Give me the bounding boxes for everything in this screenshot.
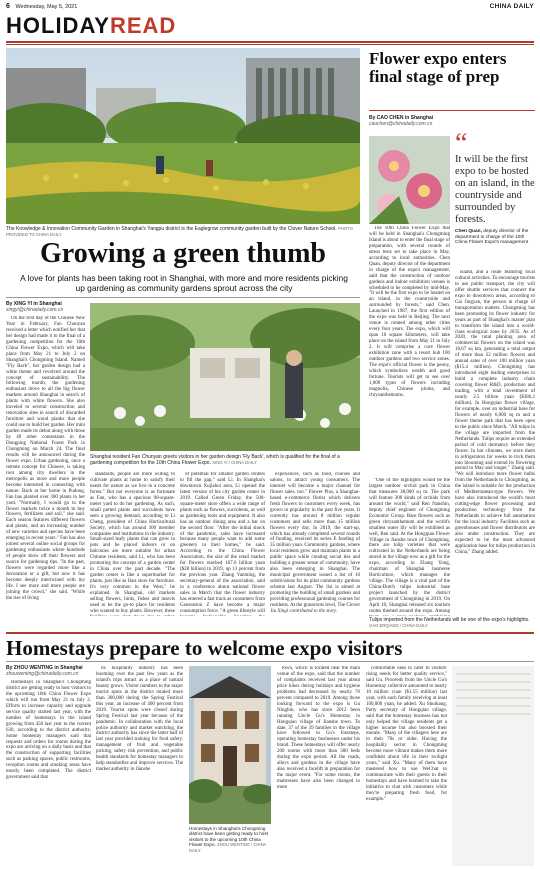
homestay-photo [189,666,271,824]
garden-deck: A love for plants has been taking root in Shanghai, with more and more residents picking up gardening as community gardens sprout across the city [20,273,348,293]
homestay-col-2: its hospitality industry has been booming over the past few years as the island's trips attract as a place of natural beauty grows. Visitor numbers to the major tourist spots in the district totaled more than 300,000 during the Spring Festival this year, an increase of 400 percent from 2019. Tourist spots were closed during Spring Festival last year because of the pandemic. In collaboration with the local police authority and market watchdog, the district authority has since the latter half of last year provided training for food safety, management of fruit and vegetable picking, safety risk prevention, and public health standards for homestay managers to help standardize and improve services. The market authority in Jianshe [96,666,183,773]
homestay-col-4: comfortable ones to cater to visitors' rising needs for better quality service," said Gu. Proceeds from the Uncle Gu's Homestay collective amounted to nearly 10 million yuan ($1.55 million) last year, with each family receiving at least 100,000 yuan, he added. Xu Shuikang, Party secretary of Hongqiao village, said that the homestay business has not only helped the village residents get a higher income but also boosted their morale. "Many of the villagers here are in their 70s or older. Having the hospitality sector in Chongming become more vibrant makes them more confident about life in their twilight years," said Xu. "Many of them have mastered how to use WeChat to communicate with their guests in their homestays and have learned to take the initiative to chat with customers while they're preparing fresh food, for example." [366,666,447,802]
section-prefix: HOLIDAY [6,13,110,38]
issue-date: Wednesday, May 5, 2021 [15,4,78,10]
expo-email: caochen@chinadaily.com.cn [369,121,433,127]
header-rule-thin [6,44,534,45]
homestay-headline: Homestays prepare to welcome expo visitors [6,636,403,660]
garden-rule [6,297,360,298]
top-bar [6,3,534,13]
header-rule [6,41,534,43]
fan-photo-caption: Shanghai resident Fan Chunyan greets visitors in her garden design 'Fly Back', which is qualified for the final of a gardening competition for the 10th China Flower Expo. XING YI / CHINA DAILY [90,454,340,466]
pull-quote [455,128,535,246]
quote-mark-icon: “ [455,128,468,159]
homestay-aside-graphic [452,666,534,866]
garden-col-4: experiences, such as food, courses and salons, to attract young consumers. The internet will become a major channel for flower sales, too." Flower Plus, a Shanghai-based e-commerce florist which delivers fresh flowers to customers every week, has grown in popularity in the past five years. It currently has around 8 million regular customers and sells more than 15 million flowers every day. In 2019, the start-up, which has already completed several rounds of funding, received its series E funding of 35 million yuan. Community gardens, where local residents grow and maintain plants in a public space while creating social ties and building a greater sense of community, have also been emerging in Shanghai. The municipal government issued a list of 16 subdivisions for its pilot community gardens scheme last August. The list is aimed at promoting the building of small gardens and providing professional gardening courses for residents. At the grassroots level, The Clover [270,472,360,608]
expo-headline: Flower expo enters final stage of prep [369,49,507,86]
garden-col-3: of potential for smaller garden centers to fill the gap," said Li. In Shanghai's downtown Xujiahui area, Li opened the latest version of his city garden center in 2019. Called Green Friday, the 500-square-meter store offers a wide range of plants such as flowers, succulents, as well as gardening tools and equipment. It also has an outdoor dining area and a bar on the second floor. "After the initial shock of the pandemic, sales have increased because many people want to add some greenery to their homes," he said. According to the China Flower Association, the size of the retail market for flowers reached 167.6 billion yuan ($28 billion) in 2019, up 13 percent from the previous year. Zhang Yanming, the secretary-general of the association, said in a conference about national flower sales in March that the flower industry has entered a fast track as consumers from Generation Z have become a major consumption force. "A green lifestyle will [180,472,265,614]
homestay-byline: By ZHOU WENTING in Shanghai zhouwenting@chinadaily.com.cn [6,665,83,677]
expo-col-2: "One of the highlights would be the largest outdoor orchid park in China that measures 38,000 sq m. The park will feature 300 kinds of orchids from around the world," said Ren Nanshin, deputy chief engineer of Chongming Economic Group. Rare flowers such as green chrysanthemum and the world's smallest water lily will be exhibited as well, Ren said. At the Hongqiao Flower Village in Jianshe town of Chongming, there are tulip varieties that were cultivated in the Netherlands are being stored in the village now as a gift for the expo, according to Zhang Yong, chairman of Shanghai Jasmeree Horticulture, which manages the village. The village is a vital part of the China-Dutch tulips industrial base project launched by the district government of Chongming in 2019. On April 10, Shanghai released six tourism routes themed around the expo. Among [369,478,450,614]
homestay-col-3: town, which is located near the main venue of the expo, said that the number of complaints received last year about price hikes during holidays and hygiene problems had decreased by nearly 70 percent compared to 2019. Among those looking forward to the expo is Gu Ningbin, who has since 2012 been running Uncle Gu's Homestay in Hongqiao village of Jianshe town. To date, 37 of the 39 families in the village have followed in Gu's footsteps, operating homestay businesses under his brand. These homestays will offer nearly 200 rooms with more than 300 beds during the expo period. All the roads, alleys and gardens in the village have also received a facelift in preparation for the major event. "For some rooms, the mattresses have also been changed to more [277,666,360,791]
pull-quote-name: Chen Quan, [455,229,482,234]
paper-logo: CHINA DAILY [489,3,534,10]
page-number: 6 [6,3,10,10]
expo-col-3: island, and a route featuring local cultural activities. To encourage tourists to use public transport, the city will offer shuttle services that connect the expo to downtown areas, according to Cai Jingyan, the person in charge of transportation matters. Chongming has been promoting its flower industry for years as part of Shanghai's master plan to transform the island into a world-class ecological zone by 2035. As of 2020, the total planting area of commercial flowers on the island was 18,67 sq km, generating a total output of more than 22 million flowers and annual sales of over 100 million yuan ($15.4 million). Chongming has introduced eight leading enterprises to build a complete industry chain covering flower R&D, production and trading, with a total investment of nearly 2.5 billion yuan ($386.2 million). In Hongqiao flower village, for example, over an industrial base for flowers of nearly 6,000 sq m and a flower theme park that has been open to the public since March. "All tulips in the village are imported from the Netherlands. Tulips require an extended period of cold dormancy before they flower. In hot climates, we store them in refrigerators for weeks to trick them into blooming and extend its flowering period to May and longer," Zhang said. "We will introduce more flower bulbs from the Netherlands to Chongming, as the island is suitable for the production of Mediterranean-type flowers. We have also introduced the world's most cutting-edge flower processing and production technology from the Netherlands to achieve full automation for the local industry. Facilities such as greenhouses and flower distributors are also under construction. They are expected to be the most advanced application base for tulips production in China," Zhang added. [455,270,535,555]
tulip-photo-caption: Tulips imported from the Netherlands will be one of the expo's highlights. GAO ERQIANG / CHINA DAILY [369,617,530,628]
homestay-col-1: Homestays in Shanghai's Chongming district are getting ready to host visitors to the upcoming 10th China Flower Expo which will run from May 21 to July 2. Efforts to increase capacity and upgrade service quality started last year, with the number of homestays in the island growing from 450 last year to the current 630, according to the district authority. Some homestay managers said that requests and orders for rooms during the expo are arriving on a daily basis and that the construction of supporting facilities such as parking spaces, public restrooms, reception rooms and smoking areas have mostly been completed. The district government said that [6,680,91,781]
pull-quote-attribution [455,229,535,246]
homestay-rule [6,632,534,634]
pull-quote-text: It will be the first expo to be hosted on an island, in the countryside and surrounded by forests. [455,154,535,225]
fan-garden-photo [90,303,360,451]
homestay-email: zhouwenting@chinadaily.com.cn [6,671,79,677]
garden-headline: Growing a green thumb [40,238,326,269]
garden-email: xingyi@chinadaily.com.cn [6,307,64,313]
homestay-photo-caption: Homestays in Shanghai's Chongming district have been getting ready to host visitors to the upcoming 10th China Flower Expo. ZHOU WENTING / CHINA DAILY [189,826,268,853]
section-suffix: READ [109,13,177,38]
homestay-photo-credit: ZHOU WENTING / CHINA DAILY [189,842,267,853]
garden-col-2: standards, people are more willing to cultivate plants at home to satisfy their needs for nature as we live in a concrete forest." But not everyone is as fortunate as Fan, who has a spacious 90-square-meter yard to do her gardening. As such, small potted plants and succulents have seen a growing demand, according to Li Cheng, president of China Horticultural Society, which has around 300 member companies and institutions in the industry. Small-sized leafy plants that can grow in pots and be placed indoors or on balconies are more suitable for urban Chinese residents, said Li, who has been promoting the concept of a garden center in China over the past decade. "The garden center is like a supermarket for plants, just like as Ikea store for furniture. It's very common in the West," he explained. In Shanghai, old markets selling flowers, birds, fishes and insects used to be the go-to place for residents who wanted to buy plants. However, these [90,472,175,614]
top-photo-caption: The Knowledge & Innovation Community Garden in Shanghai's Yangpu district is the Eaglegrow community garden built by the Clover Nature School. PHOTO PROVIDED TO CHINA DAILY [6,226,353,237]
section-title [6,13,176,39]
pull-quote-role: deputy director of the department in charge of the 10th China Flower Expo's management [455,229,529,246]
expo-col-1: The 10th China Flower Expo that will be held in Shanghai's Chongming Island is about to enter the final stage of preparation, with several rounds of stress tests set to take place in May, according to local authorities. Chen Quan, deputy director of the department in charge of the expo's management, said that the construction of outdoor gardens and indoor exhibition venues is scheduled to be completed by mid-May. "It will be the first expo to be hosted on an island, in the countryside and surrounded by forests," said Chen. Launched in 1987, the first edition of the expo was held in Beijing. The next venue is rotated among other cities every four years. The expo, which will span 10 square kilometers, will take place on the island from May 21 to July 2. It will comprise a core flower exhibition zone with a resort hub 100 outdoor gardens and two service zones. The expo's official flower is the peony, which symbolizes wealth and good fortune. Tourists will get to see over 1,000 types of flowers including magnolia, Chinese plums, and chrysanthemums. [369,226,450,398]
top-photo-credit: PHOTO PROVIDED TO CHINA DAILY [6,226,353,237]
expo-rule [369,110,535,111]
garden-contributor: Jiu Xingi contributed to the story. [270,609,338,614]
expo-flower-photo [369,136,450,224]
garden-byline: By XING YI in Shanghai xingyi@chinadaily.com.cn [6,301,64,313]
fan-photo-credit: XING YI / CHINA DAILY [212,460,257,465]
garden-col-1: On the first day of the Chinese New Year in February, Fan Chunyan received a letter which notified her that her design had made it to the final of a gardening competition for the 10th China Flower Expo, which will take place from May 21 to July 2 on Shanghai's Chongming Island. Named "Fly Back", her garden design had a white theme and revolved around the concept of sustainability. The following month, the gardening enthusiast drove to all the big flower markets around Shanghai in search of plants with white flowers. She also traveled to several construction and renovation sites in search of discarded furniture and wood planks that she could use to build her garden. Her mini garden made its debut along with those by 49 other contestants in the Dongping National Forest Park in Chongming on March 24. The final results will be announced during the flower expo. Urban gardening, once a remote concept for Chinese, is taking root among city dwellers in the metropolis as more and more people become interested in connecting with nature. Back at her home in Pudong, Fan has planted over 300 plants in her yard. "Normally, I would go to the flower markets twice a month to buy flowers, fertilizers and soil," she said. Each season features different flowers and plants, and an increasing number of new varieties and species have been emerging in recent years." Fan has also joined several online social groups for gardening enthusiasts where hundreds of people show off their flowers and source for gardening tips. "In the past, flowers were regarded more like a decoration or a gift, but now it has become deeply intertwined with my life. I see more and more people are joining the crowd," she said. "While the rise of living [6,316,85,601]
expo-byline: By CAO CHEN in Shanghai caochen@chinadaily.com.cn [369,115,434,127]
homestay-aside [452,666,534,866]
garden-photo [6,48,360,224]
tulip-photo-credit: GAO ERQIANG / CHINA DAILY [369,623,429,628]
homestay-rule-thin [6,661,534,662]
